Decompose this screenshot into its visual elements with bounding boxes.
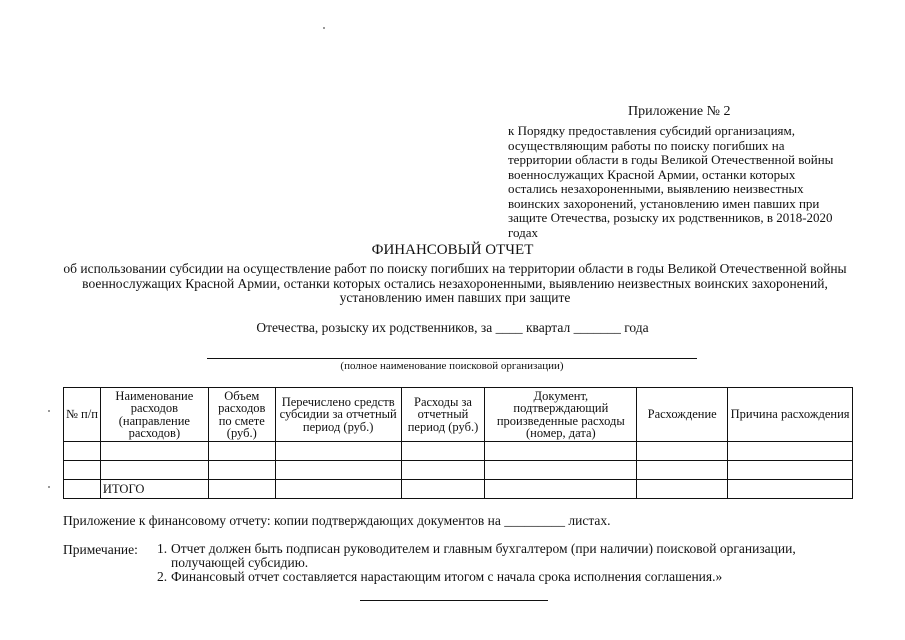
col-header-discrepancy: Расхождение: [637, 388, 728, 442]
appendix-text: к Порядку предоставления субсидий организациям, осуществляющим работы по поиску погибших на территории области в годы Великой Отечественной войны военнослужащих Красной Армии, останки которых остались незахороненными, выявлению неизвестных воинских захоронений, установлению имен павших при защите Отечества, розыску их родственников, в 2018-2020 годах: [508, 123, 834, 240]
scan-speck: [48, 410, 50, 412]
organization-name-caption: (полное наименование поисковой организации): [340, 360, 564, 372]
col-header-expense-name: Наименование расходов (направление расходов): [100, 388, 208, 442]
note-label: Примечание:: [63, 542, 138, 557]
appendix-title: Приложение № 2: [628, 104, 731, 119]
notes-list: [157, 542, 857, 584]
table-total-row: [64, 480, 853, 499]
col-header-document: Документ, подтверждающий произведенные расходы (номер, дата): [485, 388, 637, 442]
report-period-line: Отечества, розыску их родственников, за ____ квартал _______ года: [256, 320, 649, 335]
col-header-budget-volume: Объем расходов по смете (руб.): [208, 388, 275, 442]
note-number: 2.: [157, 569, 168, 584]
col-header-discrepancy-reason: Причина расхождения: [728, 388, 853, 442]
total-label: ИТОГО: [100, 480, 208, 499]
signature-line: [360, 600, 548, 601]
table-row: [64, 461, 853, 480]
note-item: [157, 542, 857, 570]
report-subtitle: об использовании субсидии на осуществление работ по поиску погибших на территории области в годы Великой Отечественной войны военнослужащих Красной Армии, останки которых остались незахороненными, выявлению неизвестных воинских захоронений, установлению имен павших при защите: [63, 261, 847, 305]
col-header-period-expenses: Расходы за отчетный период (руб.): [401, 388, 485, 442]
note-text: Отчет должен быть подписан руководителем и главным бухгалтером (при наличии) поисковой организации, получающей субсидию.: [171, 541, 796, 570]
organization-name-line: [207, 358, 697, 359]
col-header-number: № п/п: [64, 388, 101, 442]
attachment-line: Приложение к финансовому отчету: копии подтверждающих документов на _________ листах.: [63, 513, 611, 528]
table-row: [64, 442, 853, 461]
note-number: 1.: [157, 541, 168, 556]
col-header-transferred: Перечислено средств субсидии за отчетный период (руб.): [275, 388, 401, 442]
table-header-row: [64, 388, 853, 442]
report-title: ФИНАНСОВЫЙ ОТЧЕТ: [371, 242, 534, 258]
scan-speck: [323, 27, 325, 29]
scan-speck: [48, 486, 50, 488]
financial-report-table: [63, 387, 853, 499]
note-text: Финансовый отчет составляется нарастающим итогом с начала срока исполнения соглашения.»: [171, 569, 723, 584]
note-item: [157, 570, 857, 584]
